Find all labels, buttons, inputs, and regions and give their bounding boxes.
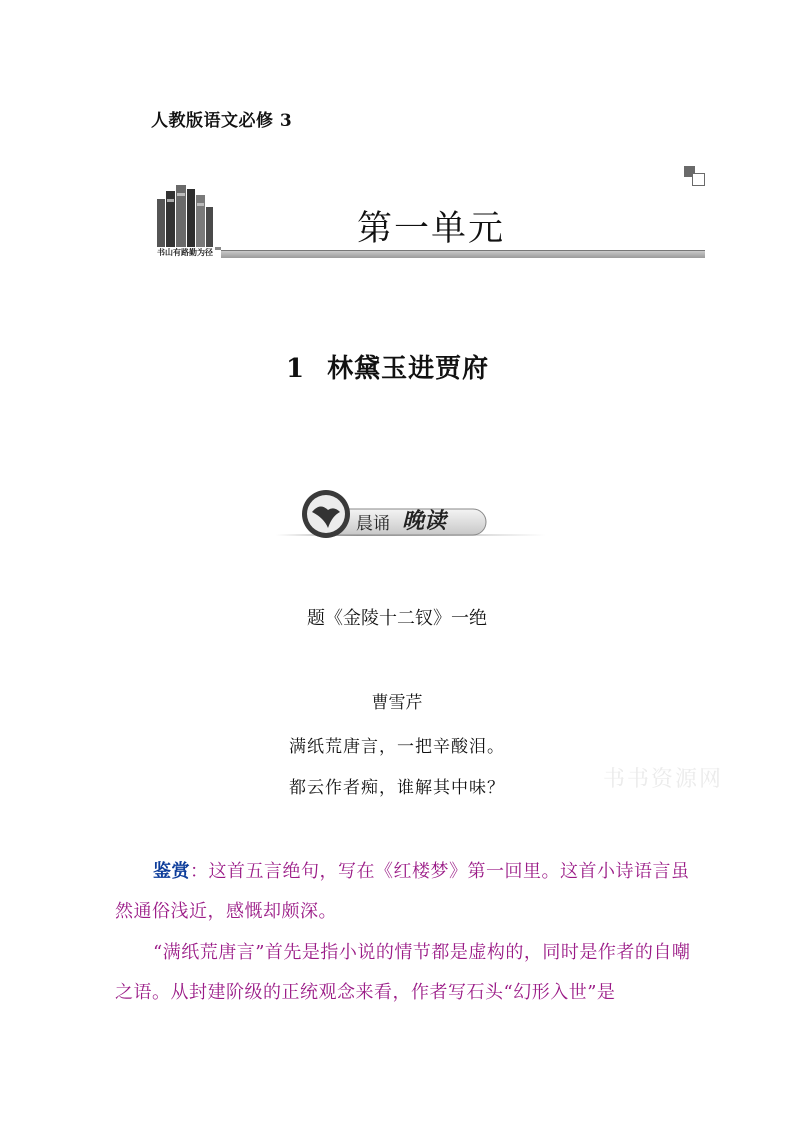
lesson-name: 林黛玉进贾府 (327, 354, 490, 384)
lesson-number: 1 (286, 354, 306, 384)
commentary-label: 鉴赏 (153, 861, 190, 882)
commentary-paragraph (115, 933, 700, 1013)
poem-line: 都云作者痴，谁解其中味？ (289, 778, 505, 798)
banner-label-1: 晨诵 (356, 514, 390, 534)
commentary-paragraph (115, 852, 700, 932)
unit-divider (221, 251, 705, 258)
books-icon (155, 181, 221, 255)
watermark: 书书资源网 (603, 767, 724, 792)
header-text: 人教版语文必修 3 (151, 111, 293, 131)
poem-title: 题《金陵十二钗》一绝 (307, 608, 487, 629)
unit-title: 第一单元 (357, 209, 506, 249)
poem-author: 曹雪芹 (371, 693, 423, 713)
section-banner (276, 488, 546, 540)
corner-squares-icon (684, 166, 706, 186)
poem-line: 满纸荒唐言，一把辛酸泪。 (289, 737, 505, 757)
commentary-text: ：这首五言绝句，写在《红楼梦》第一回里。这首小诗语言虽然通俗浅近，感慨却颇深。 (115, 861, 690, 922)
banner-label-2: 晚读 (402, 508, 447, 534)
lesson-title (286, 348, 489, 385)
motto-caption: 书山有路勤为径 (157, 247, 213, 257)
commentary-text: “满纸荒唐言”首先是指小说的情节都是虚构的，同时是作者的自嘲之语。从封建阶级的正统观念来看，作者写石头“幻形入世”是 (115, 942, 691, 1003)
